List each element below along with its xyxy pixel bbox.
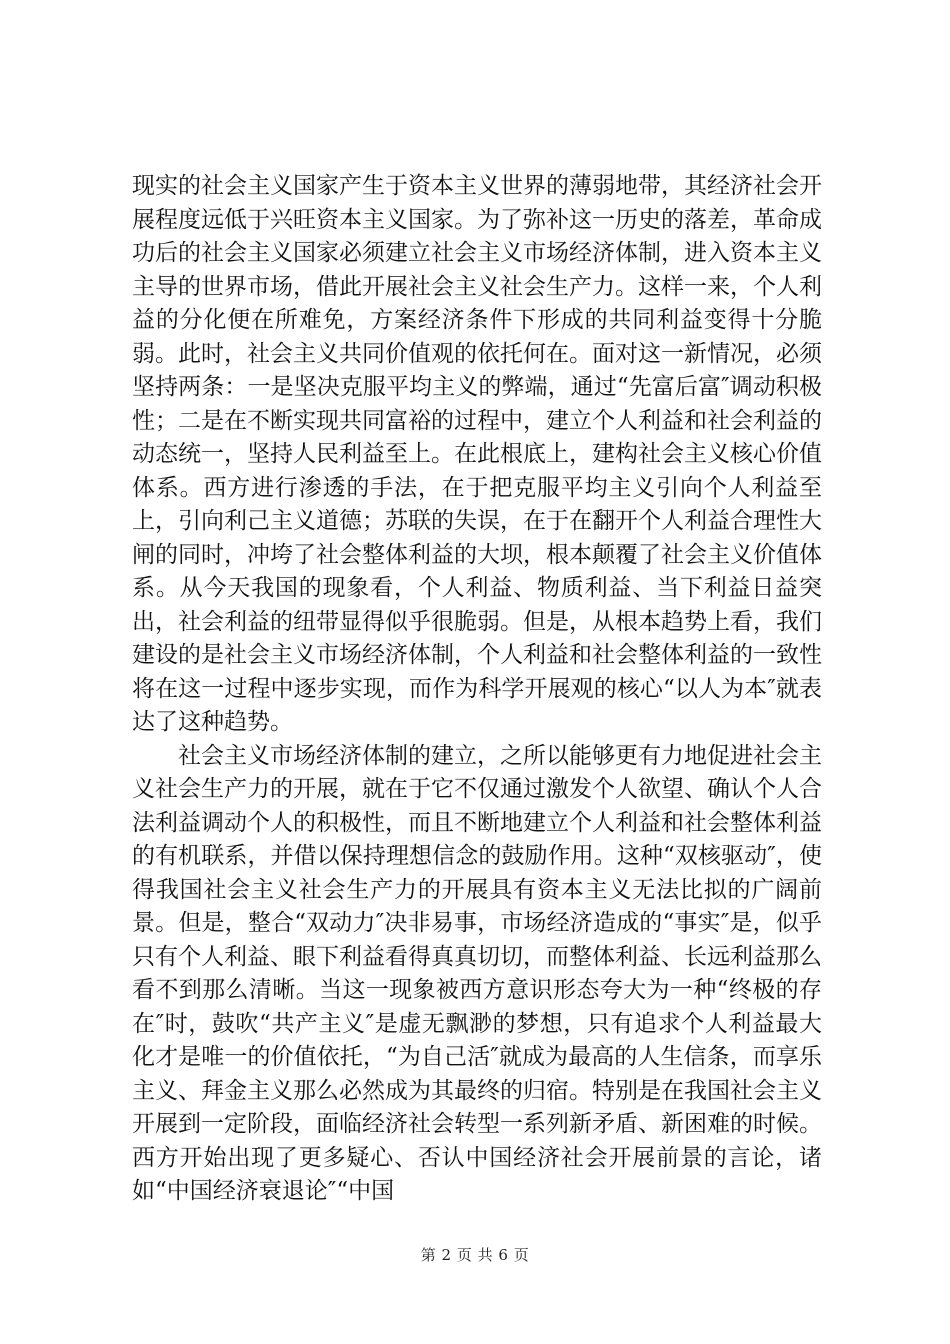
paragraph-2: 社会主义市场经济体制的建立，之所以能够更有力地促进社会主义社会生产力的开展，就在于它不仅通过激发个人欲望、确认个人合法利益调动个人的积极性，而且不断地建立个人利益和社会整体利益的有机联系，并借以保持理想信念的鼓励作用。这种“双核驱动″，使得我国社会主义社会生产力的开展具有资本主义无法比拟的广阔前景。但是，整合“双动力″决非易事，市场经济造成的“事实″是，似乎只有个人利益、眼下利益看得真真切切，而整体利益、长远利益那么看不到那么清晰。当这一现象被西方意识形态夸大为一种“终极的存在″时，鼓吹“共产主义″是虚无飘渺的梦想，只有追求个人利益最大化才是唯一的价值依托，“为自己活″就成为最高的人生信条，而享乐主义、拜金主义那么必然成为其最终的归宿。特别是在我国社会主义开展到一定阶段，面临经济社会转型一系列新矛盾、新困难的时候。西方开始出现了更多疑心、否认中国经济社会开展前景的言论，诸如“中国经济衰退论″“中国	[132, 742, 822, 1204]
page-footer: 第 2 页 共 6 页	[420, 1246, 530, 1264]
document-body	[132, 170, 822, 1209]
paragraph-1: 现实的社会主义国家产生于资本主义世界的薄弱地带，其经济社会开展程度远低于兴旺资本主义国家。为了弥补这一历史的落差，革命成功后的社会主义国家必须建立社会主义市场经济体制，进入资本主义主导的世界市场，借此开展社会主义社会生产力。这样一来，个人利益的分化便在所难免，方案经济条件下形成的共同利益变得十分脆弱。此时，社会主义共同价值观的依托何在。面对这一新情况，必须坚持两条：一是坚决克服平均主义的弊端，通过“先富后富″调动积极性；二是在不断实现共同富裕的过程中，建立个人利益和社会利益的动态统一，坚持人民利益至上。在此根底上，建构社会主义核心价值体系。西方进行渗透的手法，在于把克服平均主义引向个人利益至上，引向利己主义道德；苏联的失误，在于在翻开个人利益合理性大闸的同时，冲垮了社会整体利益的大坝，根本颠覆了社会主义价值体系。从今天我国的现象看，个人利益、物质利益、当下利益日益突出，社会利益的纽带显得似乎很脆弱。但是，从根本趋势上看，我们建设的是社会主义市场经济体制，个人利益和社会整体利益的一致性将在这一过程中逐步实现，而作为科学开展观的核心“以人为本″就表达了这种趋势。	[132, 173, 822, 735]
